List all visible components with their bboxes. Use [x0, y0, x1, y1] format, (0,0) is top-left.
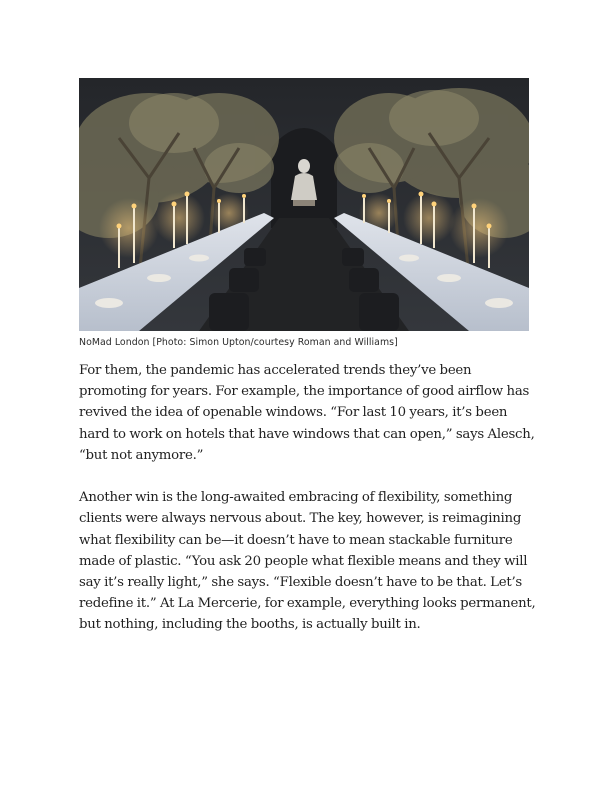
photo-caption: NoMad London [Photo: Simon Upton/courtesy Roman and Williams]: [79, 337, 398, 348]
paragraph: Another win is the long-awaited embracing of flexibility, something clients were always nervous about. The key, however, is reimagining what flexibility can be—it doesn’t have to mean stackable furniture made of plastic. “You ask 20 people what flexible means and they will say it’s really light,” she says. “Flexible doesn’t have to be that. Let’s redefine it.” At La Mercerie, for example, everything looks permanent, but nothing, including the booths, is actually built in.: [79, 490, 536, 633]
dining-hall-illustration: [79, 78, 529, 331]
article-body: [79, 360, 539, 657]
paragraph: For them, the pandemic has accelerated trends they’ve been promoting for years. For example, the importance of good airflow has revived the idea of openable windows. “For last 10 years, it’s been hard to work on hotels that have windows that can open,” says Alesch, “but not anymore.”: [79, 363, 535, 463]
hero-photo: [79, 78, 529, 331]
